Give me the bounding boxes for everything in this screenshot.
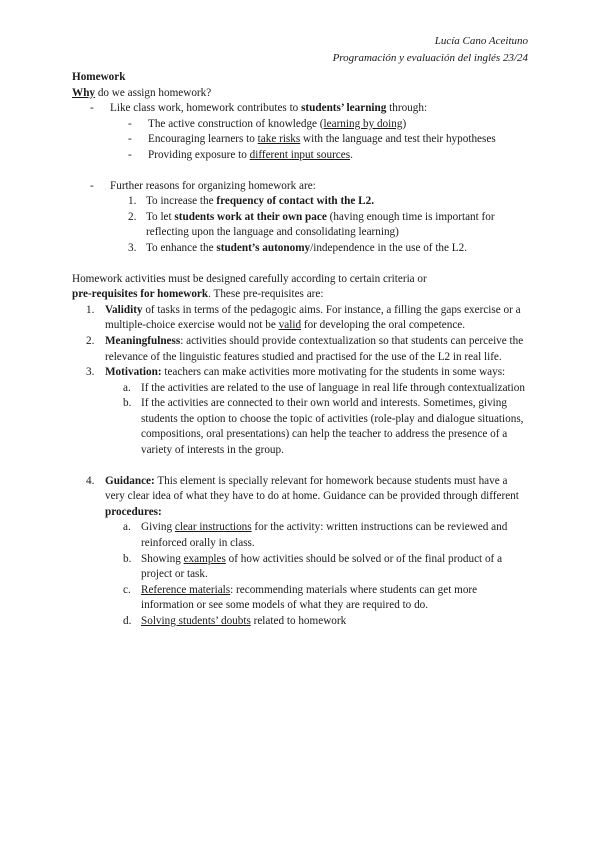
text: Showing (141, 552, 184, 565)
item-letter: a. (123, 381, 131, 394)
section-title: Homework (72, 71, 126, 83)
text: To increase the (146, 195, 217, 208)
item-number: 2. (86, 334, 95, 347)
item-number: 4. (86, 474, 95, 487)
numbered-item (72, 194, 530, 210)
prereq-item-meaningfulness (72, 334, 530, 365)
text: Homework activities must be designed carefully according to certain criteria or (72, 272, 427, 285)
sub-bullet (72, 117, 530, 133)
text: related to homework (250, 615, 347, 627)
text: of how activities should be solved or of the final product of a project or task. (141, 552, 503, 581)
header-author: Lucía Cano Aceituno (434, 35, 528, 47)
text: Providing exposure to (148, 148, 250, 161)
text: . (350, 148, 353, 161)
lettered-item (72, 614, 530, 630)
prereq-item-guidance (72, 474, 530, 521)
bold-text: Motivation: (105, 366, 162, 379)
underlined-text: examples (183, 552, 226, 565)
numbered-item (72, 210, 530, 241)
text: . These pre-requisites are: (208, 288, 324, 301)
bold-text: student’s autonomy (216, 241, 311, 254)
question-line (72, 86, 530, 102)
dash-marker: - (90, 179, 94, 192)
item-number: 3. (86, 366, 95, 379)
prereq-item-motivation (72, 365, 530, 381)
text: teachers can make activities more motivating for the students in some ways: (161, 366, 506, 379)
item-letter: d. (123, 615, 132, 627)
text: : recommending materials where students can get more information or see some models of what they are required to do. (141, 583, 478, 612)
text: of tasks in terms of the pedagogic aims. For instance, a filling the gaps exercise or a multiple-choice exercise would not be (105, 303, 521, 332)
text: To enhance the (146, 241, 217, 254)
text: for developing the oral competence. (301, 319, 466, 332)
text: : activities should provide contextualization so that students can perceive the relevance of the linguistic features studied and practised for the use of the L2 in real life. (105, 334, 524, 363)
underlined-text: Reference materials (141, 583, 231, 596)
document-body (72, 70, 530, 630)
bullet-further-reasons (72, 179, 530, 195)
sub-bullet (72, 132, 530, 148)
why-word: Why (72, 86, 96, 99)
item-number: 2. (128, 210, 137, 223)
item-number: 1. (128, 195, 137, 208)
dash-marker: - (128, 148, 132, 161)
text: Giving (141, 521, 175, 534)
text: This element is specially relevant for homework because students must have a very clear idea of what they have to do at home. Guidance can be provided through different (105, 474, 519, 503)
text: (having enough time is important for reflecting upon the language and consolidating learning) (146, 210, 495, 239)
spacer (72, 257, 530, 272)
header-course: Programación y evaluación del inglés 23/24 (332, 52, 528, 64)
text: If the activities are connected to their own world and interests. Sometimes, giving students the option to choose the topic of activities (role-play and dialogue situations, compositions, oral presentations) can help the teacher to address the presence of a variety of interests in the group. (141, 397, 524, 457)
spacer (72, 459, 530, 474)
bold-text: Meaningfulness (105, 334, 181, 347)
item-letter: c. (123, 583, 131, 596)
item-letter: a. (123, 521, 131, 534)
item-number: 1. (86, 303, 95, 316)
dash-marker: - (90, 102, 94, 115)
text: /independence in the use of the L2. (310, 241, 468, 254)
bold-text: frequency of contact with the L2. (216, 195, 375, 208)
text: Encouraging learners to (148, 133, 258, 146)
lettered-item (72, 396, 530, 458)
spacer (72, 164, 530, 179)
underlined-text: take risks (257, 133, 301, 146)
bold-text: pre-requisites for homework (72, 288, 209, 301)
dash-marker: - (128, 117, 132, 130)
lettered-item (72, 520, 530, 551)
bullet-like-classwork (72, 101, 530, 117)
numbered-item (72, 241, 530, 257)
text: through: (386, 102, 428, 115)
item-letter: b. (123, 397, 132, 410)
bold-text: Validity (105, 303, 143, 316)
text: If the activities are related to the use of language in real life through contextualization (141, 381, 525, 394)
bold-text: procedures: (105, 505, 162, 518)
lettered-item (72, 381, 530, 397)
underlined-text: clear instructions (174, 521, 252, 534)
lettered-item (72, 552, 530, 583)
underlined-text: different input sources (249, 148, 351, 161)
text: for the activity: written instructions can be reviewed and reinforced orally in class. (141, 521, 508, 550)
bold-text: students’ learning (301, 102, 387, 115)
text: To let (146, 210, 175, 223)
question-rest: do we assign homework? (95, 86, 212, 99)
dash-marker: - (128, 133, 132, 146)
text: ) (402, 117, 407, 130)
text: with the language and test their hypotheses (300, 133, 496, 146)
bold-text: students work at their own pace (174, 210, 327, 223)
bold-text: Guidance: (105, 474, 155, 487)
text: Further reasons for organizing homework are: (110, 179, 316, 192)
item-number: 3. (128, 241, 137, 254)
underlined-text: Solving students’ doubts (141, 615, 251, 627)
item-letter: b. (123, 552, 132, 565)
text: Like class work, homework contributes to (110, 102, 302, 115)
lettered-item (72, 583, 530, 614)
design-paragraph (72, 272, 530, 303)
underlined-text: learning by doing (323, 117, 403, 130)
prereq-item-validity (72, 303, 530, 334)
sub-bullet (72, 148, 530, 164)
text: The active construction of knowledge ( (148, 117, 324, 130)
underlined-text: valid (278, 319, 302, 332)
